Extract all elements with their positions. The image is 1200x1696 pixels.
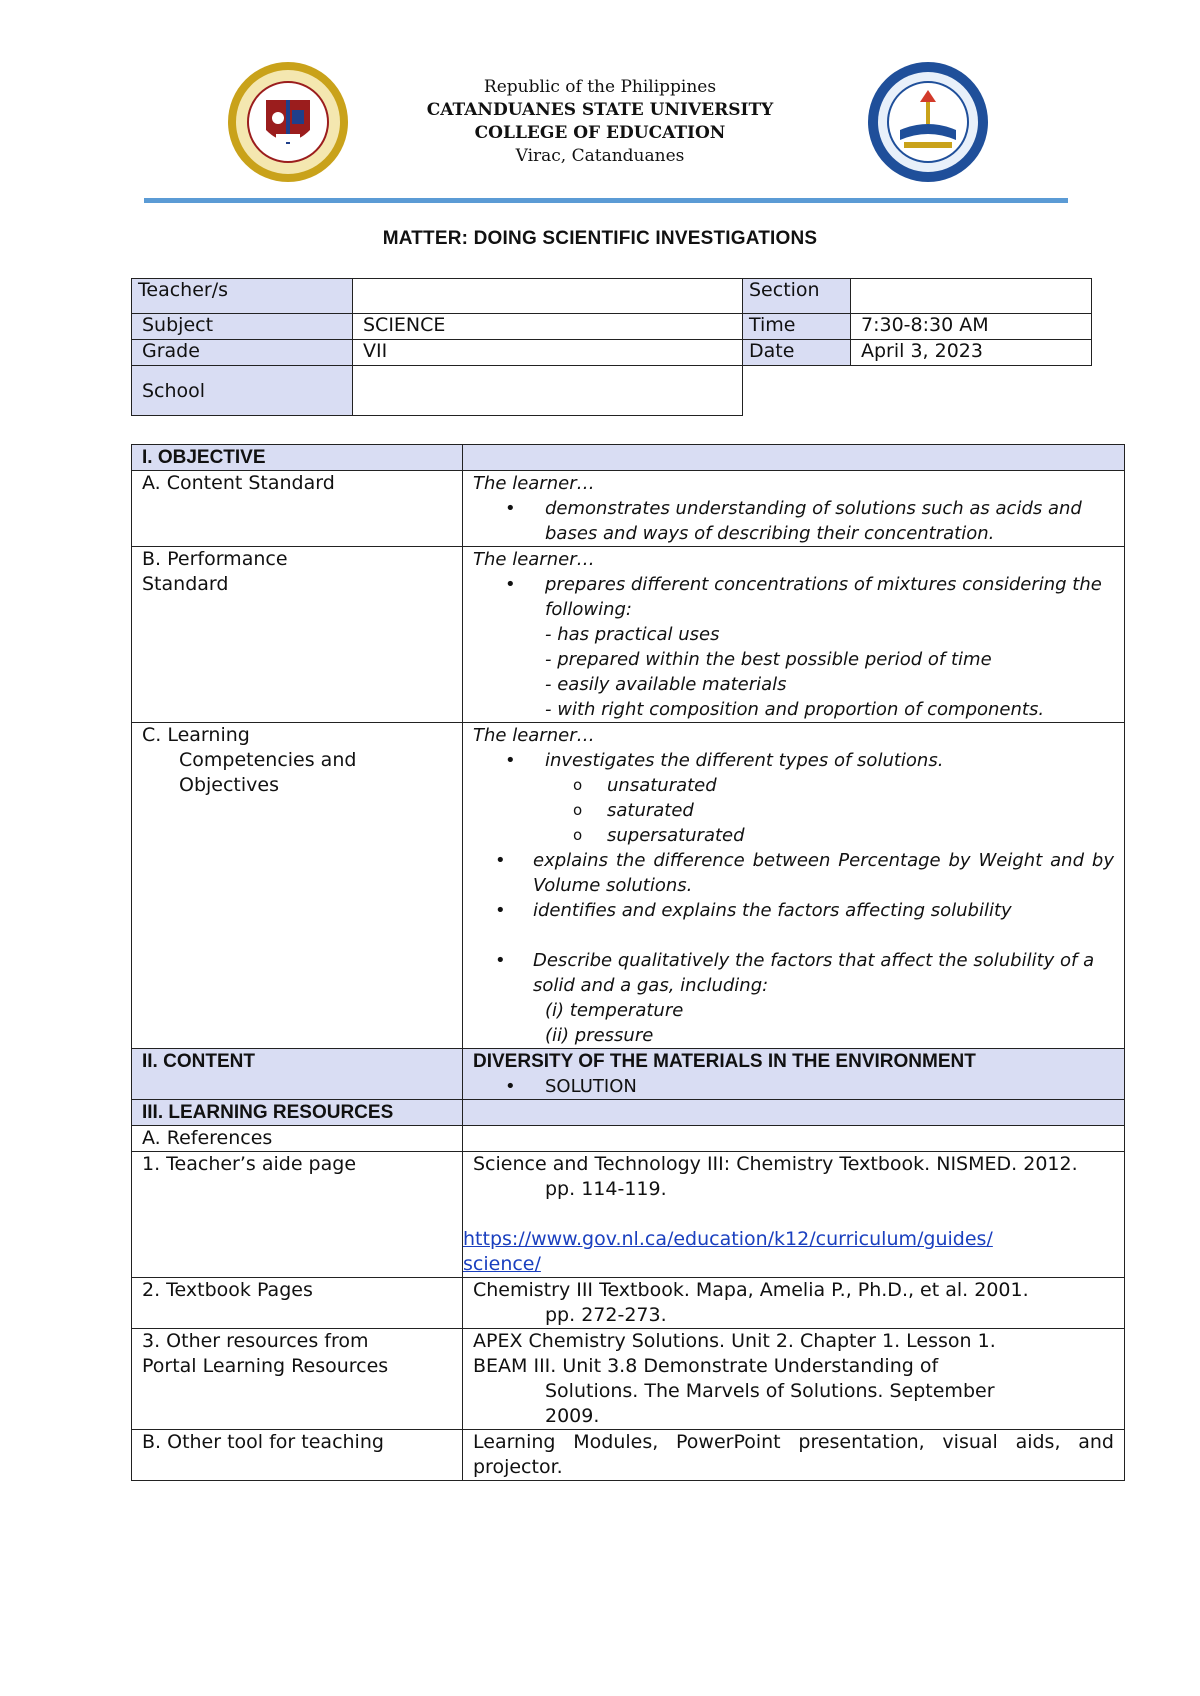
teachers-aide-row (132, 1152, 1125, 1278)
other-resources-label: 3. Other resources from (142, 1330, 369, 1352)
section-value[interactable] (851, 279, 1092, 314)
content-heading: II. CONTENT (132, 1049, 463, 1100)
grade-label: Grade (132, 340, 353, 366)
time-label: Time (743, 314, 851, 340)
competencies-intro: The learner… (473, 725, 595, 746)
references-label: A. References (132, 1126, 463, 1152)
competencies-label: C. Learning (142, 724, 250, 746)
university-name: CATANDUANES STATE UNIVERSITY (426, 100, 774, 120)
teachers-aide-text: Science and Technology III: Chemistry Textbook. NISMED. 2012. (473, 1153, 1078, 1175)
competencies-label-3: Objectives (179, 774, 279, 796)
solution-type-item: o supersaturated (473, 823, 1114, 848)
other-tool-label: B. Other tool for teaching (132, 1430, 463, 1481)
performance-sub-item: - prepared within the best possible period of time (545, 649, 992, 670)
competency-bullet: • investigates the different types of solutions. (473, 748, 1114, 773)
teacher-label: Teacher/s (132, 279, 353, 314)
factor-item: (i) temperature (545, 1000, 684, 1021)
performance-sub-item: - has practical uses (545, 624, 720, 645)
other-resources-label-2: Portal Learning Resources (142, 1355, 389, 1377)
date-value[interactable]: April 3, 2023 (851, 340, 1092, 366)
textbook-text: Chemistry III Textbook. Mapa, Amelia P., Ph.D., et al. 2001. (473, 1279, 1029, 1301)
date-label: Date (743, 340, 851, 366)
other-resource-line: BEAM III. Unit 3.8 Demonstrate Understanding of (473, 1355, 939, 1377)
grade-value[interactable]: VII (353, 340, 743, 366)
textbook-pages-label: 2. Textbook Pages (132, 1278, 463, 1329)
content-standard-intro: The learner… (473, 473, 595, 494)
republic-line: Republic of the Philippines (483, 77, 717, 97)
subject-label: Subject (132, 314, 353, 340)
performance-sub-item: - with right composition and proportion of components. (545, 699, 1045, 720)
performance-standard-label-2: Standard (142, 573, 229, 595)
competency-bullet: • identifies and explains the factors affecting solubility (473, 898, 1114, 923)
other-tool-text: Learning Modules, PowerPoint presentation, visual aids, and projector. (463, 1430, 1125, 1481)
info-table (131, 278, 1092, 416)
competencies-row (132, 723, 1125, 1049)
header-rule (144, 198, 1068, 203)
content-standard-label: A. Content Standard (132, 471, 463, 547)
resources-heading: III. LEARNING RESOURCES (132, 1100, 463, 1126)
school-value[interactable] (353, 366, 743, 416)
other-resource-line: Solutions. The Marvels of Solutions. September (545, 1380, 995, 1402)
performance-sub-item: - easily available materials (545, 674, 787, 695)
performance-standard-row (132, 547, 1125, 723)
location-line: Virac, Catanduanes (515, 146, 685, 166)
factor-item: (ii) pressure (545, 1025, 654, 1046)
other-resources-row (132, 1329, 1125, 1430)
solution-type-item: o unsaturated (473, 773, 1114, 798)
competency-bullet: • Describe qualitatively the factors that affect the solubility of a solid and a gas, including: (473, 948, 1114, 998)
content-row (132, 1049, 1125, 1100)
time-value[interactable]: 7:30-8:30 AM (851, 314, 1092, 340)
content-bullet: • SOLUTION (473, 1074, 1114, 1099)
lesson-table (131, 444, 1125, 1481)
content-standard-bullet: • demonstrates understanding of solutions such as acids and bases and ways of describing their concentration. (473, 496, 1114, 546)
curriculum-link[interactable]: https://www.gov.nl.ca/education/k12/curriculum/guides/ (463, 1228, 993, 1250)
other-resource-line: APEX Chemistry Solutions. Unit 2. Chapter 1. Lesson 1. (473, 1330, 996, 1352)
solution-type-item: o saturated (473, 798, 1114, 823)
content-value: DIVERSITY OF THE MATERIALS IN THE ENVIRONMENT (473, 1051, 976, 1072)
section-label: Section (743, 279, 851, 314)
curriculum-link-cont[interactable]: science/ (463, 1253, 541, 1275)
college-seal-icon (866, 60, 990, 184)
other-tool-row (132, 1430, 1125, 1481)
school-label: School (132, 366, 353, 416)
subject-value[interactable]: SCIENCE (353, 314, 743, 340)
content-standard-row (132, 471, 1125, 547)
textbook-pages-row (132, 1278, 1125, 1329)
textbook-pages: pp. 272-273. (545, 1304, 667, 1326)
performance-bullet: • prepares different concentrations of mixtures considering the following: (473, 572, 1114, 622)
competencies-label-2: Competencies and (179, 749, 357, 771)
other-resource-line: 2009. (545, 1405, 600, 1427)
college-name: COLLEGE OF EDUCATION (474, 123, 726, 143)
institution-heading (350, 76, 850, 168)
performance-standard-label: B. Performance (142, 548, 288, 570)
teachers-aide-pages: pp. 114-119. (545, 1178, 667, 1200)
document-title: MATTER: DOING SCIENTIFIC INVESTIGATIONS (382, 228, 818, 249)
competency-bullet: • explains the difference between Percentage by Weight and by Volume solutions. (473, 848, 1114, 898)
teacher-value[interactable] (353, 279, 743, 314)
teachers-aide-label: 1. Teacher’s aide page (132, 1152, 463, 1278)
objective-heading: I. OBJECTIVE (132, 445, 463, 471)
university-seal-icon (226, 60, 350, 184)
performance-intro: The learner… (473, 549, 595, 570)
